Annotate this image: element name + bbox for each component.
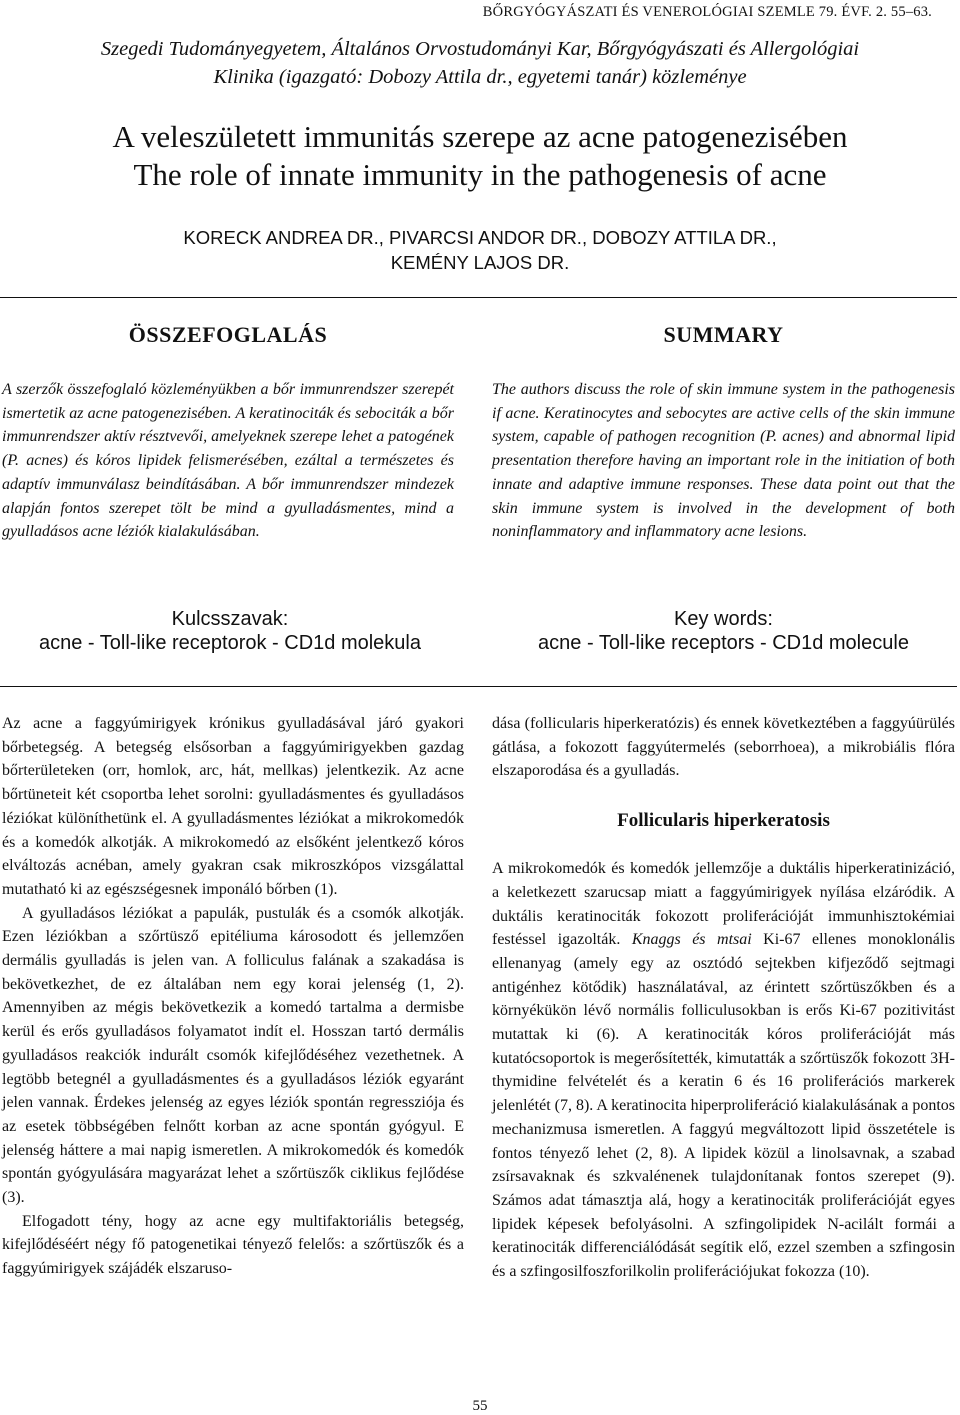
body-paragraph: Az acne a faggyúmirigyek krónikus gyulladásával járó gyakori bőrbetegség. A betegség elsősorban a faggyúmirigyekben gazdag bőrterületeken (orr, homlok, arc, hát, mellkas) jelentkezik. Az acne bőrtüneteit két csoportba lehet sorolni: gyulladásmentes és gyulladásos léziókat különíthetünk el. A gyulladásmentes léziókat a mikrokomedók és a komedók alkotják. A mikrokomedó az elsőként jelentkező kóros elváltozás acnéban, amely gyakran csak mikroszkópos vizsgálattal mutatható ki az egészségesnek imponáló bőrben (1).	[2, 715, 464, 898]
abstract-en-text: The authors discuss the role of skin immune system in the pathogenesis if acne. Keratinocytes and sebocytes are active cells of the skin immune system, capable of pathogen recognition (P. acnes) and abnormal lipid presentation therefore having an important role in the initiation of both innate and adaptive immune responses. These data point out that the skin immune system is involved in the development of both noninflammatory and inflammatory acne lesions.	[492, 381, 955, 541]
body-divider	[0, 686, 957, 687]
title-english: The role of innate immunity in the pathogenesis of acne	[133, 157, 827, 192]
paragraph-rest: Ki-67 ellenes monoklonális ellenanyag (amely egy az osztódó sejtekben kifjeződő sejtmagi antigénhez kötődik) használatával, az érintett szőrtüszőkben és a környékükön lévő normális folliculusokban is erős Ki-67 pozitivitást mutattak ki (6). A keratinociták kóros proliferációját más kutatócsoportok is megerősítették, kimutatták a szőrtüszők fokozott 3H-thymidine felvételét és a keratin 6 és 16 proliferációs markerek jelenlétét (7, 8). A keratinocita hiperproliferáció kialakulásának a pontos mechanizmusa ismeretlen. A faggyú megváltozott lipid összetétele is fontos tényező lehet (2, 8). A lipidek közül a linolsavnak, a szabad zsírsavaknak és szkvalénenek tulajdonítanak fontos szerepet (9). Számos adat támasztja alá, hogy a keratinociták proliferációját egyes lipidek képesek befolyásolni. A szfingolipidek N-acilált formái a keratinociták differenciálódását segítik elő, ezzel szemben a szfingosin és a szfingosilfoszforilkolin proliferációjukat fokozza (10).	[492, 931, 955, 1281]
body-paragraph: Elfogadott tény, hogy az acne egy multifaktoriális betegség, kifejlődéséért négy fő patogenetikai tényező felelős: a szőrtüszők és a faggyúmirigyek szájádék elszaruso-	[2, 1212, 464, 1278]
top-divider	[0, 297, 957, 298]
authors-line-2: KEMÉNY LAJOS DR.	[390, 252, 570, 273]
abstract-hungarian	[2, 320, 454, 544]
keywords-hungarian	[0, 607, 460, 655]
page-number: 55	[472, 1398, 488, 1414]
abstract-hu-text: A szerzők összefoglaló közleményükben a bőr immunrendszer szerepét ismertetik az acne patogenezisében. A keratinociták és sebociták a bőr immunrendszer aktív résztvevői, amelyeknek szerepe lehet a patogének (P. acnes) és kóros lipidek felismerésében, ezáltal a természetes és adaptív immunválasz beindításában. A bőr immunrendszer mindezek alapján fontos szerepet tölt be mind a gyulladásmentes, mind a gyulladásos acne léziók kialakulásában.	[2, 381, 454, 541]
section-heading: Follicularis hiperkeratosis	[617, 810, 830, 832]
body-paragraph	[492, 857, 955, 1284]
keywords-english	[492, 607, 955, 655]
journal-header: BŐRGYÓGYÁSZATI ÉS VENEROLÓGIAI SZEMLE 79. ÉVF. 2. 55–63.	[482, 4, 932, 20]
abstract-en-heading: SUMMARY	[663, 322, 784, 347]
article-title	[0, 118, 960, 194]
keywords-en-label: Key words:	[674, 608, 773, 630]
title-hungarian: A veleszületett immunitás szerepe az acne patogenezisében	[112, 119, 848, 154]
citation-authors: Knaggs és mtsai	[631, 931, 752, 949]
keywords-hu-label: Kulcsszavak:	[171, 608, 289, 630]
body-paragraph: A gyulladásos léziókat a papulák, pustulák és a csomók alkotják. Ezen léziókban a szőrtüsző epitéliuma károsodott és jellemzően dermális gyulladás is jelen van. A folliculus falának a szakadása is bekövetkezhet, de ez általában nem egy korai jelenség (1, 2). Amennyiben az mégis bekövetkezik a komedó tartalma a dermisbe kerül és erős gyulladásos folyamatot indít el. Hosszan tartó dermális gyulladásos reakciók indurált csomók kifejlődéséhez vezethetnek. A legtöbb betegnél a gyulladásmentes és a gyulladásos léziók egyaránt jelen vannak. Érdekes jelenség az egyes léziók spontán regressziója és az esetek többségében felnőtt korban az acne spontán gyógyul. E jelenség háttere a mai napig ismeretlen. A mikrokomedók és komedók spontán gyógyulására magyarázat lehet a szőrtüszők ciklikus fejlődése (3).	[2, 904, 464, 1207]
institution-line-2: Klinika (igazgató: Dobozy Attila dr., egyetemi tanár) közleménye	[213, 66, 747, 88]
abstract-hu-heading: ÖSSZEFOGLALÁS	[128, 322, 328, 347]
institution-line	[0, 35, 960, 91]
body-column-right	[492, 712, 955, 1284]
keywords-hu-list: acne - Toll-like receptorok - CD1d molekula	[38, 632, 421, 654]
paragraph-start: A mikrokomedók és komedók jellemzője a duktális hiperkeratinizáció, a keletkezett szarucsap miatt a faggyúmirigyek nyílása elzáródik. A duktális keratinociták fokozott proliferációját immunhisztokémiai festéssel igazolták.	[492, 860, 955, 949]
keywords-en-list: acne - Toll-like receptors - CD1d molecule	[538, 632, 909, 654]
abstract-english	[492, 320, 955, 544]
authors-line-1: KORECK ANDREA DR., PIVARCSI ANDOR DR., DOBOZY ATTILA DR.,	[183, 227, 777, 248]
institution-line-1: Szegedi Tudományegyetem, Általános Orvostudományi Kar, Bőrgyógyászati és Allergológiai	[100, 38, 860, 60]
author-list	[0, 225, 960, 275]
body-paragraph: dása (follicularis hiperkeratózis) és ennek következtében a faggyúürülés gátlása, a fokozott faggyútermelés (seborrhoea), a mikrobiális flóra elszaporodása és a gyulladás.	[492, 715, 955, 780]
body-column-left	[2, 712, 464, 1281]
